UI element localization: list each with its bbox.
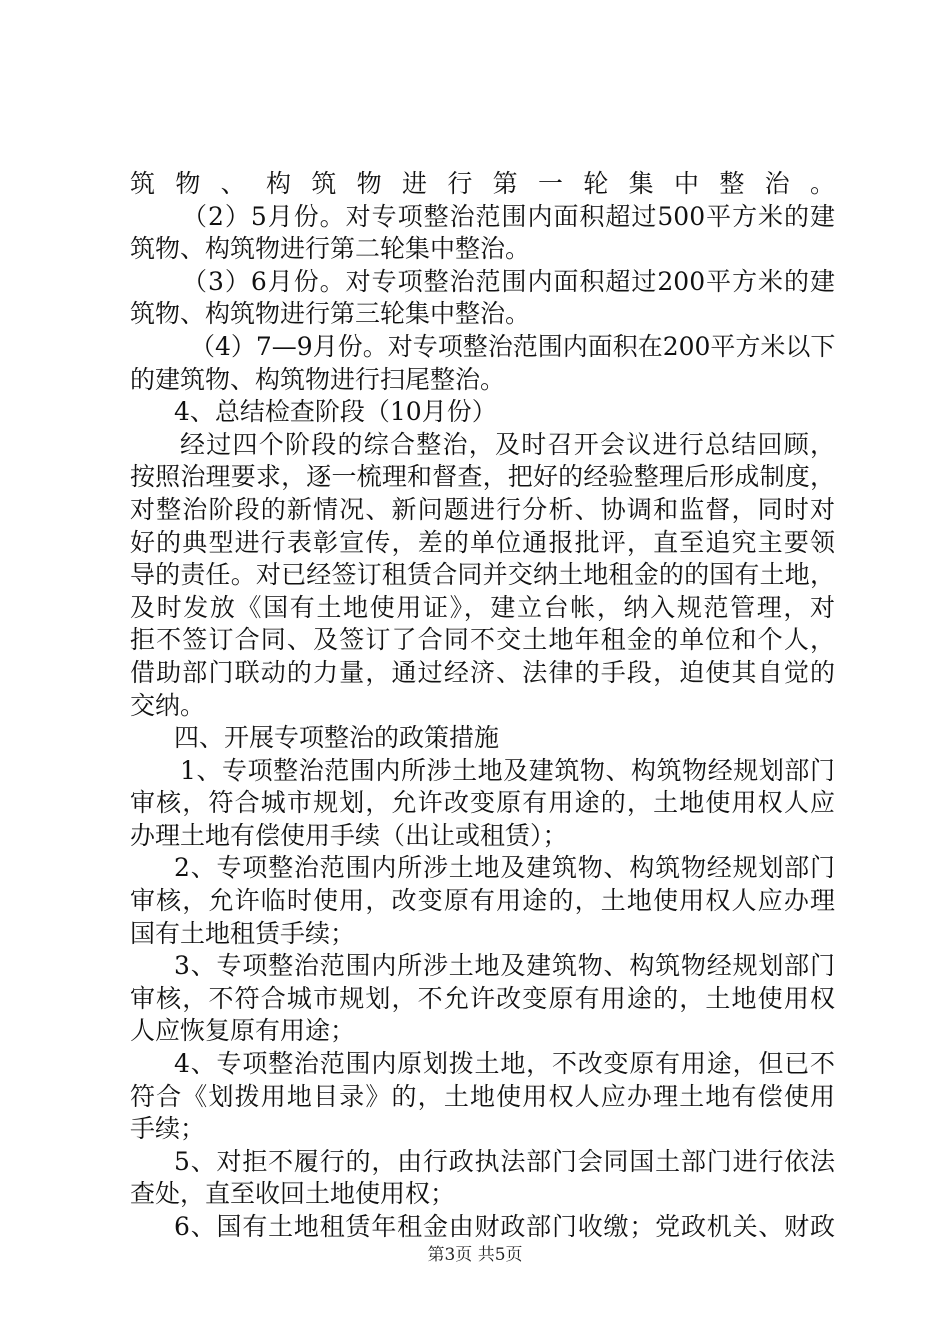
text-line: 拒不签订合同、及签订了合同不交土地年租金的单位和个人， (130, 625, 835, 655)
text-line: 借助部门联动的力量，通过经济、法律的手段，迫使其自觉的 (130, 657, 835, 687)
text-line: 筑物、构筑物进行第一轮集中整治。 (130, 169, 835, 198)
text-line: 1、专项整治范围内所涉土地及建筑物、构筑物经规划部门 (180, 755, 835, 785)
text-line: （3）6月份。对专项整治范围内面积超过200平方米的建 (182, 266, 835, 296)
text-line: 对整治阶段的新情况、新问题进行分析、协调和监督，同时对 (130, 494, 835, 524)
text-line: 审核，符合城市规划，允许改变原有用途的，土地使用权人应 (130, 788, 835, 818)
text-line: 3、专项整治范围内所涉土地及建筑物、构筑物经规划部门 (174, 951, 835, 981)
text-line: 审核，不符合城市规划，不允许改变原有用途的，土地使用权 (130, 983, 835, 1013)
text-line: 符合《划拨用地目录》的，土地使用权人应办理土地有偿使用 (130, 1081, 835, 1111)
text-line: 审核，允许临时使用，改变原有用途的，土地使用权人应办理 (130, 886, 835, 916)
text-line: 手续； (130, 1114, 206, 1144)
text-line: 交纳。 (130, 690, 206, 720)
document-body (130, 168, 835, 1244)
page-number-footer: 第3页 共5页 (427, 1245, 523, 1265)
text-line: 5、对拒不履行的，由行政执法部门会同国土部门进行依法 (174, 1146, 835, 1176)
text-line: 筑物、构筑物进行第三轮集中整治。 (130, 299, 531, 329)
text-line: 导的责任。对已经签订租赁合同并交纳土地租金的的国有土地， (130, 560, 835, 590)
text-line: 6、国有土地租赁年租金由财政部门收缴；党政机关、财政 (174, 1212, 835, 1241)
text-line: 人应恢复原有用途； (130, 1016, 356, 1046)
text-line: 及时发放《国有土地使用证》，建立台帐，纳入规范管理，对 (130, 592, 835, 622)
text-line: 的建筑物、构筑物进行扫尾整治。 (130, 364, 506, 394)
text-line: 按照治理要求，逐一梳理和督查，把好的经验整理后形成制度， (130, 462, 835, 492)
section-heading: 四、开展专项整治的政策措施 (174, 723, 500, 753)
section-heading: 4、总结检查阶段（10月份） (174, 397, 497, 427)
text-line: 2、专项整治范围内所涉土地及建筑物、构筑物经规划部门 (174, 853, 835, 883)
text-line: （2）5月份。对专项整治范围内面积超过500平方米的建 (182, 201, 835, 231)
text-line: （4）7—9月份。对专项整治范围内面积在200平方米以下 (190, 331, 835, 361)
text-line: 查处，直至收回土地使用权； (130, 1179, 456, 1209)
text-line: 经过四个阶段的综合整治，及时召开会议进行总结回顾， (180, 429, 835, 459)
text-line: 筑物、构筑物进行第二轮集中整治。 (130, 234, 531, 264)
text-line: 4、专项整治范围内原划拨土地，不改变原有用途，但已不 (174, 1049, 835, 1079)
text-line: 好的典型进行表彰宣传，差的单位通报批评，直至追究主要领 (130, 527, 835, 557)
text-line: 国有土地租赁手续； (130, 918, 356, 948)
text-line: 办理土地有偿使用手续（出让或租赁）； (130, 820, 568, 850)
